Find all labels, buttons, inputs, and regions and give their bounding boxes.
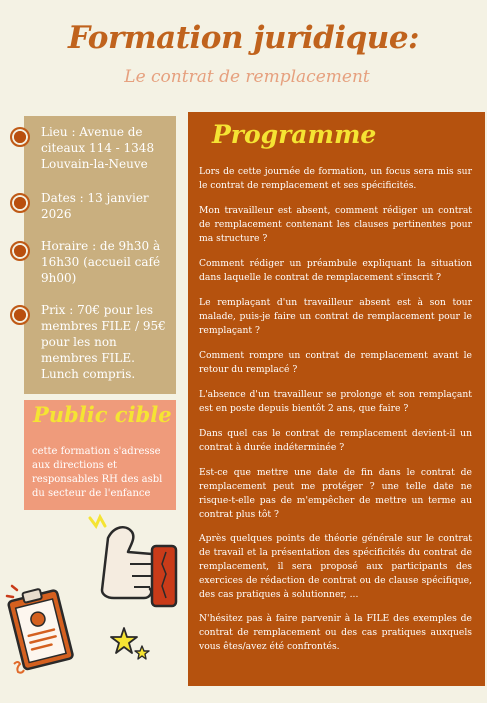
program-paragraph: L'absence d'un travailleur se prolonge et son remplaçant est en poste depuis bientôt 2 ans, que faire ? (199, 389, 472, 414)
clipboard-icon (4, 576, 82, 684)
program-paragraph: Le remplaçant d'un travailleur absent est à son tour malade, puis-je faire un contrat de remplacement pour le remplaçant ? (199, 297, 472, 336)
star-icon (110, 626, 150, 666)
program-paragraph: Lors de cette journée de formation, un focus sera mis sur le contrat de remplacement et ses spécificités. (199, 166, 472, 191)
program-paragraph: Après quelques points de théorie générale sur le contrat de travail et la présentation des spécificités du contrat de remplacement, il sera proposé aux participants des exercices de rédaction de contrat ou de clause spécifique, des cas pratiques à solutionner, ... (199, 533, 472, 600)
program-paragraph: Comment rédiger un préambule expliquant la situation dans laquelle le contrat de remplacement s'inscrit ? (199, 258, 472, 283)
info-text: Prix : 70€ pour les membres FILE / 95€ pour les non membres FILE. Lunch compris. (41, 303, 166, 381)
program-paragraph: Dans quel cas le contrat de remplacement devient-il un contrat à durée indéterminée ? (199, 428, 472, 453)
program-paragraph: Mon travailleur est absent, comment rédiger un contrat de remplacement contenant les clauses pertinentes pour ma structure ? (199, 205, 472, 244)
page-subtitle: Le contrat de remplacement (124, 67, 370, 87)
bullet-icon (10, 127, 30, 147)
target-audience-box (24, 400, 176, 510)
program-paragraph: N'hésitez pas à faire parvenir à la FILE des exemples de contrat de remplacement ou des cas pratiques auxquels vous êtes/avez été confrontés. (199, 613, 472, 652)
bullet-icon (10, 241, 30, 261)
program-paragraph: Est-ce que mettre une date de fin dans le contrat de remplacement peut me protéger ? une telle date ne risque-t-elle pas de m'empêcher de mettre un terme au contrat plus tôt ? (199, 467, 472, 520)
program-paragraph: Comment rompre un contrat de remplacement avant le retour du remplacé ? (199, 350, 472, 375)
target-audience-text: cette formation s'adresse aux directions et responsables RH des asbl du secteur de l'enfance (32, 446, 163, 499)
program-title: Programme (212, 120, 377, 149)
bullet-icon (10, 305, 30, 325)
page-title: Formation juridique: (67, 20, 419, 56)
program-panel (188, 112, 485, 686)
info-panel (24, 116, 176, 394)
info-text: Lieu : Avenue de citeaux 114 - 1348 Louvain-la-Neuve (41, 125, 155, 171)
thumbs-up-icon (78, 506, 188, 616)
info-text: Horaire : de 9h30 à 16h30 (accueil café 9h00) (41, 239, 161, 285)
target-audience-title: Public cible (33, 402, 172, 427)
info-text: Dates : 13 janvier 2026 (41, 191, 149, 221)
bullet-icon (10, 193, 30, 213)
